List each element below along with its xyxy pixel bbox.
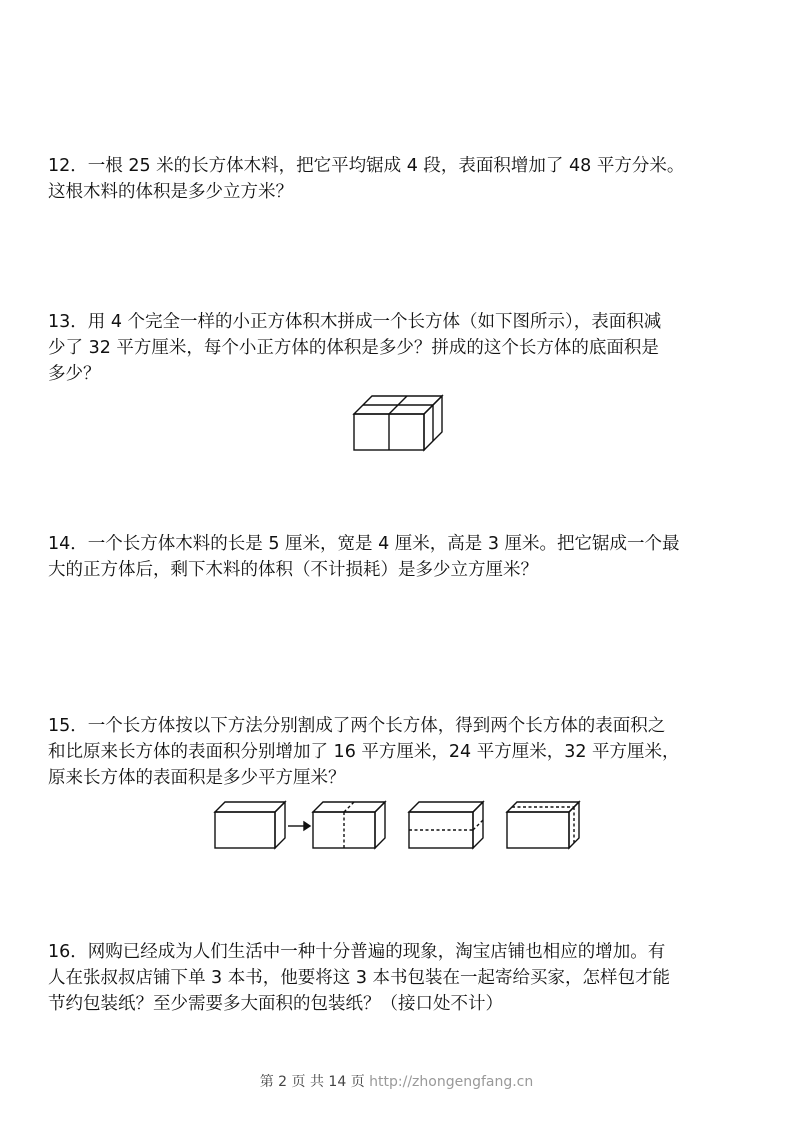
- question-15-line-3: 原来长方体的表面积是多少平方厘米？: [48, 768, 346, 788]
- question-16-line-2: 人在张叔叔店铺下单 3 本书，他要将这 3 本书包装在一起寄给买家，怎样包才能: [48, 968, 671, 988]
- cut-vertical-box: [313, 802, 385, 848]
- question-13-line-3: 多少？: [48, 364, 101, 384]
- cut-horizontal-box: [409, 802, 483, 848]
- cut-depth-box: [507, 802, 579, 848]
- question-12-line-2: 这根木料的体积是多少立方米？: [48, 182, 293, 202]
- question-14-line-1: 14．一个长方体木料的长是 5 厘米，宽是 4 厘米，高是 3 厘米。把它锯成一个最: [48, 534, 680, 554]
- question-12: [48, 153, 753, 205]
- question-14-line-2: 大的正方体后，剩下木料的体积（不计损耗）是多少立方厘米？: [48, 560, 538, 580]
- question-16-line-3: 节约包装纸？至少需要多大面积的包装纸？（接口处不计）: [48, 994, 503, 1014]
- question-13-line-2: 少了 32 平方厘米，每个小正方体的体积是多少？拼成的这个长方体的底面积是: [48, 338, 659, 358]
- question-16-line-1: 16．网购已经成为人们生活中一种十分普遍的现象，淘宝店铺也相应的增加。有: [48, 942, 666, 962]
- cube-arrangement-figure: [350, 386, 450, 454]
- question-16: [48, 939, 753, 1017]
- question-14: [48, 531, 753, 583]
- question-13: [48, 309, 753, 387]
- question-12-line-1: 12．一根 25 米的长方体木料，把它平均锯成 4 段，表面积增加了 48 平方分米。: [48, 156, 685, 176]
- page-footer: [0, 1071, 793, 1091]
- question-15-line-2: 和比原来长方体的表面积分别增加了 16 平方厘米，24 平方厘米，32 平方厘米，: [48, 742, 680, 762]
- question-13-line-1: 13．用 4 个完全一样的小正方体积木拼成一个长方体（如下图所示），表面积减: [48, 312, 662, 332]
- original-box: [215, 802, 285, 848]
- question-15: [48, 713, 753, 791]
- watermark-url: http://zhongengfang.cn: [369, 1074, 534, 1090]
- cutting-methods-figure: [212, 798, 592, 854]
- question-15-line-1: 15．一个长方体按以下方法分别割成了两个长方体，得到两个长方体的表面积之: [48, 716, 666, 736]
- page-number: 第 2 页 共 14 页: [259, 1074, 365, 1090]
